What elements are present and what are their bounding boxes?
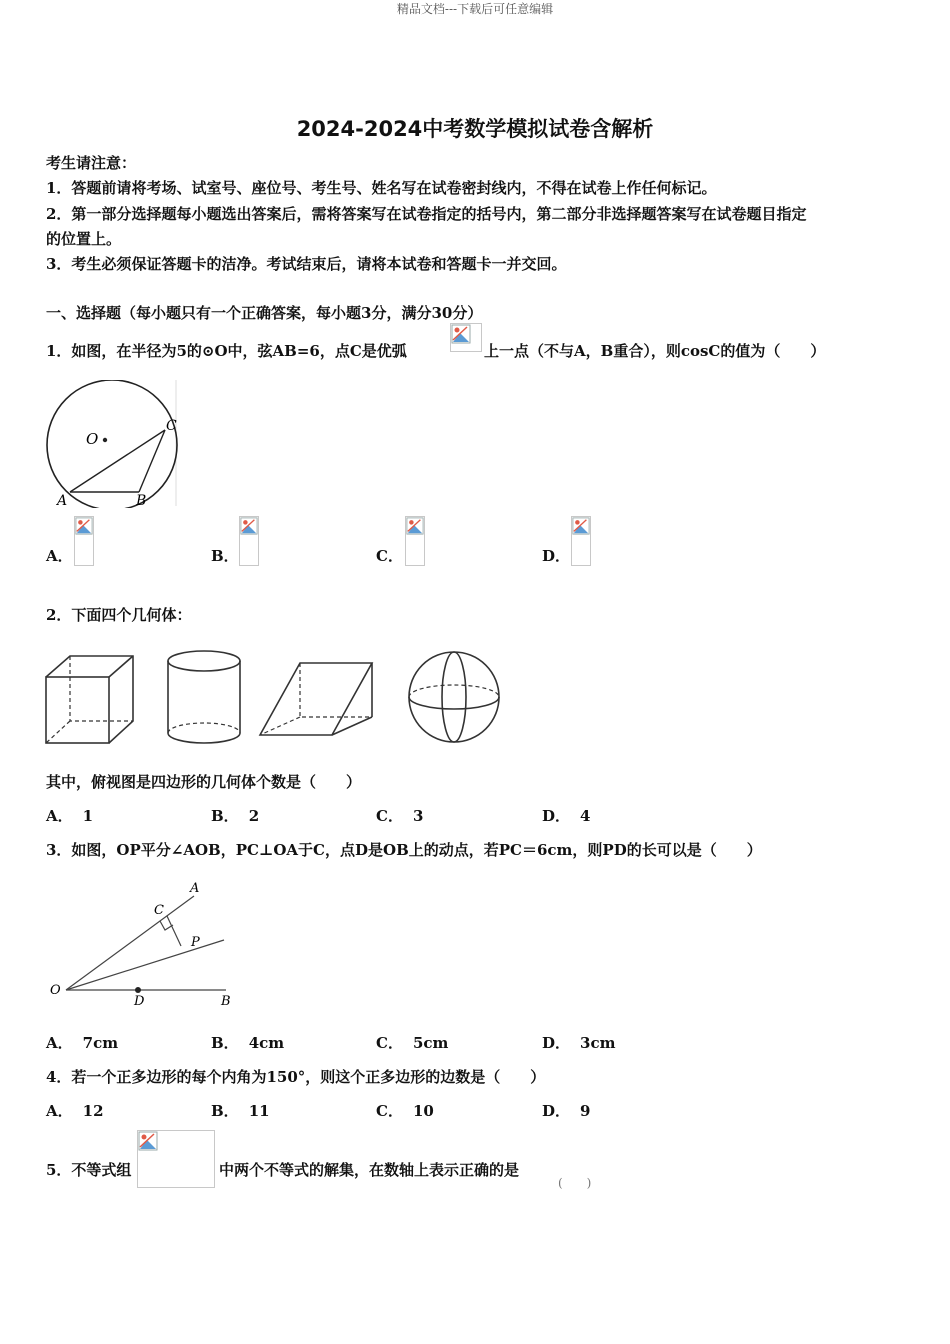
label-c: C: [166, 418, 177, 434]
option-label: B．: [211, 1034, 239, 1052]
q3-angle-figure: [44, 876, 244, 1011]
q2-stem: 2．下面四个几何体：: [46, 606, 192, 624]
option-label: D．: [542, 807, 571, 825]
q4-option-d: [542, 1100, 590, 1121]
label-b: B: [221, 994, 231, 1009]
label-c: C: [154, 903, 164, 918]
page-header: 精品文档---下载后可任意编辑: [396, 2, 554, 16]
option-value: 3: [412, 807, 424, 825]
q2-solids-figure: [42, 645, 512, 750]
q1-option-b: B．: [211, 547, 239, 565]
q1-circle-figure: [44, 380, 180, 508]
option-label: A．: [46, 1102, 73, 1120]
cylinder-figure: [168, 651, 240, 743]
notice-item-1: 1．答题前请将考场、试室号、座位号、考生号、姓名写在试卷密封线内，不得在试卷上作任何标记。: [46, 179, 717, 197]
q1-stem-part1: 1．如图，在半径为5的⊙O中，弦AB=6，点C是优弧: [46, 342, 407, 360]
page-title: 2024-2024中考数学模拟试卷含解析: [296, 117, 654, 141]
q2-option-c: [376, 805, 423, 826]
q3-option-b: [211, 1032, 284, 1053]
option-value: 10: [412, 1102, 434, 1120]
q3-stem: 3．如图，OP平分∠AOB，PC⊥OA于C，点D是OB上的动点，若PC＝6cm，则PD的长可以是（ ）: [46, 841, 762, 859]
label-a: A: [190, 881, 200, 896]
option-label: A．: [46, 1034, 73, 1052]
prism-figure: [260, 663, 372, 735]
option-label: D．: [542, 1034, 571, 1052]
q2-option-d: [542, 805, 590, 826]
option-label: C．: [376, 807, 403, 825]
option-label: B．: [211, 807, 239, 825]
label-a: A: [57, 493, 68, 508]
option-label: C．: [376, 1102, 403, 1120]
label-o: O: [86, 430, 99, 448]
option-value: 2: [248, 807, 260, 825]
notice-heading: 考生请注意：: [46, 154, 137, 172]
option-value: 12: [82, 1102, 104, 1120]
q2-option-a: [46, 805, 93, 826]
q1-stem-part2: 上一点（不与A，B重合），则cosC的值为（ ）: [484, 342, 826, 360]
q1-option-a: A．: [46, 547, 73, 565]
option-value: 4cm: [248, 1034, 285, 1052]
broken-image-icon: [74, 516, 94, 566]
q2-option-b: [211, 805, 259, 826]
label-d: D: [134, 994, 145, 1009]
option-value: 11: [248, 1102, 270, 1120]
option-value: 1: [82, 807, 94, 825]
q5-stem-part2: 中两个不等式的解集，在数轴上表示正确的是: [219, 1161, 520, 1179]
notice-item-2-cont: 的位置上。: [46, 230, 122, 248]
option-value: 9: [580, 1102, 591, 1120]
q4-stem: 4．若一个正多边形的每个内角为150°，则这个正多边形的边数是（ ）: [46, 1068, 546, 1086]
option-value: 5cm: [412, 1034, 449, 1052]
notice-item-3: 3．考生必须保证答题卡的洁净。考试结束后，请将本试卷和答题卡一并交回。: [46, 255, 567, 273]
option-value: 4: [580, 807, 591, 825]
option-label: A．: [46, 807, 73, 825]
option-value: 7cm: [82, 1034, 119, 1052]
label-p: P: [191, 935, 200, 950]
q1-option-d: D．: [542, 547, 571, 565]
q3-option-d: [542, 1032, 615, 1053]
answer-paren: ( ): [558, 1176, 592, 1190]
option-label: C．: [376, 1034, 403, 1052]
notice-item-2: 2．第一部分选择题每小题选出答案后，需将答案写在试卷指定的括号内，第二部分非选择题答案写在试卷题目指定: [46, 205, 807, 223]
q5-stem-part1: 5．不等式组: [46, 1161, 132, 1179]
label-b: B: [136, 493, 147, 508]
option-value: 3cm: [580, 1034, 616, 1052]
q4-option-a: [46, 1100, 104, 1121]
broken-image-icon: [571, 516, 591, 566]
broken-image-icon: [405, 516, 425, 566]
q4-option-c: [376, 1100, 434, 1121]
option-label: B．: [211, 1102, 239, 1120]
broken-image-icon: [450, 323, 482, 352]
label-o: O: [50, 983, 61, 998]
q3-option-a: [46, 1032, 118, 1053]
q4-option-b: [211, 1100, 270, 1121]
broken-image-icon: [137, 1130, 215, 1188]
q2-question: 其中，俯视图是四边形的几何体个数是（ ）: [46, 773, 362, 791]
q3-option-c: [376, 1032, 448, 1053]
sphere-figure: [409, 652, 499, 742]
section-heading: 一、选择题（每小题只有一个正确答案，每小题3分，满分30分）: [46, 304, 483, 322]
broken-image-icon: [239, 516, 259, 566]
cube-figure: [46, 656, 133, 743]
option-label: D．: [542, 1102, 571, 1120]
q1-option-c: C．: [376, 547, 403, 565]
